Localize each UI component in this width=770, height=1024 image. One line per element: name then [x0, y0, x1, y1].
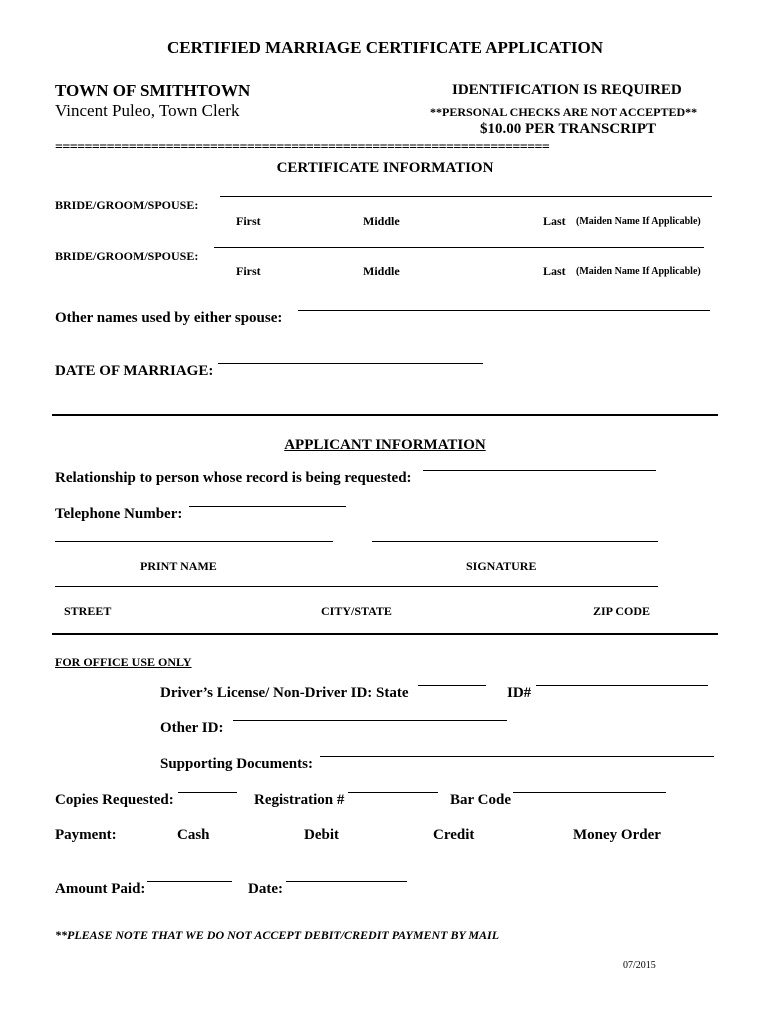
payment-option-debit[interactable]: Debit [304, 827, 339, 843]
spouse1-label: BRIDE/GROOM/SPOUSE: [55, 198, 199, 212]
amount-paid-field[interactable] [147, 881, 232, 882]
city-state-caption: CITY/STATE [321, 604, 392, 618]
signature-caption: SIGNATURE [466, 559, 537, 573]
supporting-documents-label: Supporting Documents: [160, 756, 313, 772]
spouse1-last-caption: Last [543, 214, 566, 228]
payment-mail-note: **PLEASE NOTE THAT WE DO NOT ACCEPT DEBIT/CREDIT PAYMENT BY MAIL [55, 928, 500, 942]
amount-paid-label: Amount Paid: [55, 881, 146, 897]
telephone-label: Telephone Number: [55, 506, 183, 522]
address-field[interactable] [55, 586, 658, 587]
no-checks-notice: **PERSONAL CHECKS ARE NOT ACCEPTED** [430, 105, 698, 119]
license-state-field[interactable] [418, 685, 486, 686]
other-names-field[interactable] [298, 310, 710, 311]
id-number-field[interactable] [536, 685, 708, 686]
id-required-notice: IDENTIFICATION IS REQUIRED [452, 82, 682, 98]
signature-field[interactable] [372, 541, 658, 542]
payment-label: Payment: [55, 827, 117, 843]
payment-option-credit[interactable]: Credit [433, 827, 475, 843]
date-paid-field[interactable] [286, 881, 407, 882]
copies-requested-field[interactable] [178, 792, 237, 793]
date-paid-label: Date: [248, 881, 283, 897]
header-divider: =================================================================== [55, 140, 550, 155]
spouse1-maiden-note: (Maiden Name If Applicable) [576, 216, 701, 227]
date-of-marriage-field[interactable] [218, 363, 483, 364]
spouse1-middle-caption: Middle [363, 214, 400, 228]
payment-option-cash[interactable]: Cash [177, 827, 210, 843]
spouse2-label: BRIDE/GROOM/SPOUSE: [55, 249, 199, 263]
print-name-field[interactable] [55, 541, 333, 542]
barcode-label: Bar Code [450, 792, 511, 808]
spouse1-name-field[interactable] [220, 196, 712, 197]
office-use-heading: FOR OFFICE USE ONLY [55, 655, 192, 669]
relationship-label: Relationship to person whose record is being requested: [55, 470, 412, 486]
applicant-heading: APPLICANT INFORMATION [284, 437, 486, 453]
other-id-field[interactable] [233, 720, 507, 721]
date-of-marriage-label: DATE OF MARRIAGE: [55, 363, 214, 379]
spouse2-middle-caption: Middle [363, 264, 400, 278]
page-title: CERTIFIED MARRIAGE CERTIFICATE APPLICATION [167, 38, 603, 57]
spouse1-first-caption: First [236, 214, 261, 228]
town-name: TOWN OF SMITHTOWN [55, 81, 251, 100]
section-divider [52, 414, 718, 416]
telephone-field[interactable] [189, 506, 346, 507]
registration-label: Registration # [254, 792, 345, 808]
certificate-heading: CERTIFICATE INFORMATION [276, 160, 494, 176]
office-divider [52, 633, 718, 635]
relationship-field[interactable] [423, 470, 656, 471]
print-name-caption: PRINT NAME [140, 559, 217, 573]
spouse2-maiden-note: (Maiden Name If Applicable) [576, 266, 701, 277]
price-notice: $10.00 PER TRANSCRIPT [480, 121, 656, 137]
payment-option-money-order[interactable]: Money Order [573, 827, 661, 843]
id-number-label: ID# [507, 685, 532, 701]
registration-field[interactable] [348, 792, 438, 793]
spouse2-first-caption: First [236, 264, 261, 278]
spouse2-name-field[interactable] [214, 247, 704, 248]
revision-date: 07/2015 [623, 960, 656, 971]
zip-caption: ZIP CODE [593, 604, 651, 618]
other-names-label: Other names used by either spouse: [55, 310, 283, 326]
town-clerk: Vincent Puleo, Town Clerk [55, 101, 240, 120]
barcode-field[interactable] [513, 792, 666, 793]
other-id-label: Other ID: [160, 720, 224, 736]
copies-requested-label: Copies Requested: [55, 792, 174, 808]
spouse2-last-caption: Last [543, 264, 566, 278]
street-caption: STREET [64, 604, 112, 618]
supporting-documents-field[interactable] [320, 756, 714, 757]
license-label: Driver’s License/ Non-Driver ID: State [160, 685, 409, 701]
